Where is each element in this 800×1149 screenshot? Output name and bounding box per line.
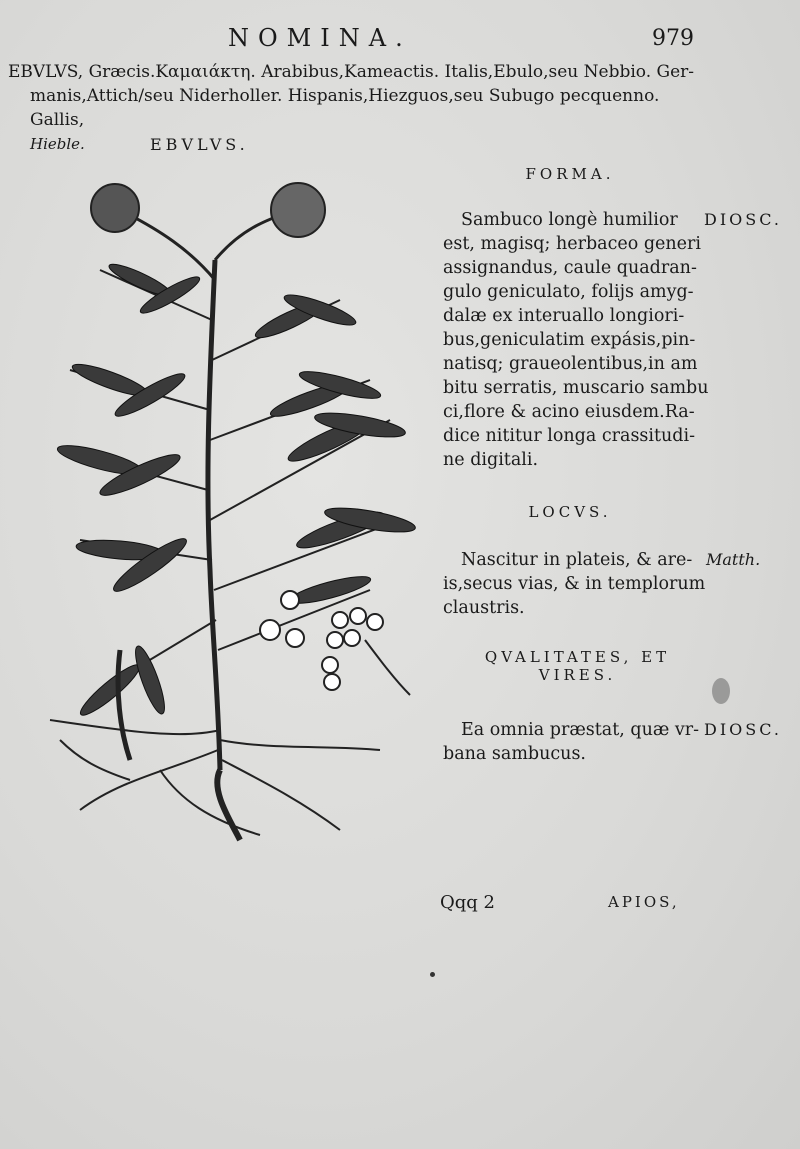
qualitates-heading: [445, 648, 710, 684]
margin-note-dioscorides-1: DIOSC.: [704, 210, 782, 229]
catchword: APIOS,: [608, 893, 680, 911]
forma-line: ci,flore & acino eiusdem.Ra-: [443, 402, 695, 422]
names-line-1: EBVLVS, Græcis.Καμαιάκτη. Arabibus,Kameactis. Italis,Ebulo,seu Nebbio. Ger-: [8, 62, 695, 82]
ink-dot: [430, 972, 435, 977]
qualitates-line: bana sambucus.: [443, 744, 586, 764]
margin-note-dioscorides-2: DIOSC.: [704, 720, 782, 739]
running-title: NOMINA.: [228, 24, 412, 52]
qualitates-text: [443, 718, 713, 766]
forma-line: gulo geniculato, folijs amyg-: [443, 282, 694, 302]
plant-caption: EBVLVS.: [150, 135, 249, 154]
forma-line: est, magisq; herbaceo generi: [443, 234, 701, 254]
running-header: [0, 22, 800, 56]
forma-line: natisq; graueolentibus,in am: [443, 354, 698, 374]
qualitates-line: Ea omnia præstat, quæ vr-: [461, 720, 700, 740]
names-line-3: Hieble.: [30, 135, 85, 153]
page-number: 979: [652, 26, 694, 51]
ebulus-woodcut-illustration: [40, 170, 430, 850]
locus-heading: LOCVS.: [528, 503, 612, 521]
forma-line: assignandus, caule quadran-: [443, 258, 697, 278]
signature-mark: Qqq 2: [440, 892, 495, 913]
qualitates-heading-line-1: QVALITATES, ET: [484, 648, 671, 666]
forma-text: [443, 208, 713, 472]
forma-line: dice nititur longa crassitudi-: [443, 426, 696, 446]
locus-text: [443, 548, 713, 620]
forma-line: Sambuco longè humilior: [461, 210, 678, 230]
qualitates-heading-line-2: VIRES.: [538, 666, 617, 684]
plant-names-paragraph: [8, 60, 708, 156]
forma-line: dalæ ex interuallo longiori-: [443, 306, 685, 326]
forma-line: bitu serratis, muscario sambu: [443, 378, 709, 398]
forma-line: ne digitali.: [443, 450, 539, 470]
forma-line: bus,geniculatim expásis,pin-: [443, 330, 696, 350]
locus-line: Nascitur in plateis, & are-: [461, 550, 693, 570]
locus-line: claustris.: [443, 598, 525, 618]
forma-heading: FORMA.: [525, 165, 615, 183]
names-line-2: manis,Attich/seu Niderholler. Hispanis,Hiezguos,seu Subugo pecquenno. Gallis,: [30, 86, 660, 130]
margin-note-matthiolus: Matth.: [706, 550, 761, 569]
locus-line: is,secus vias, & in templorum: [443, 574, 706, 594]
ink-stain: [712, 678, 730, 704]
